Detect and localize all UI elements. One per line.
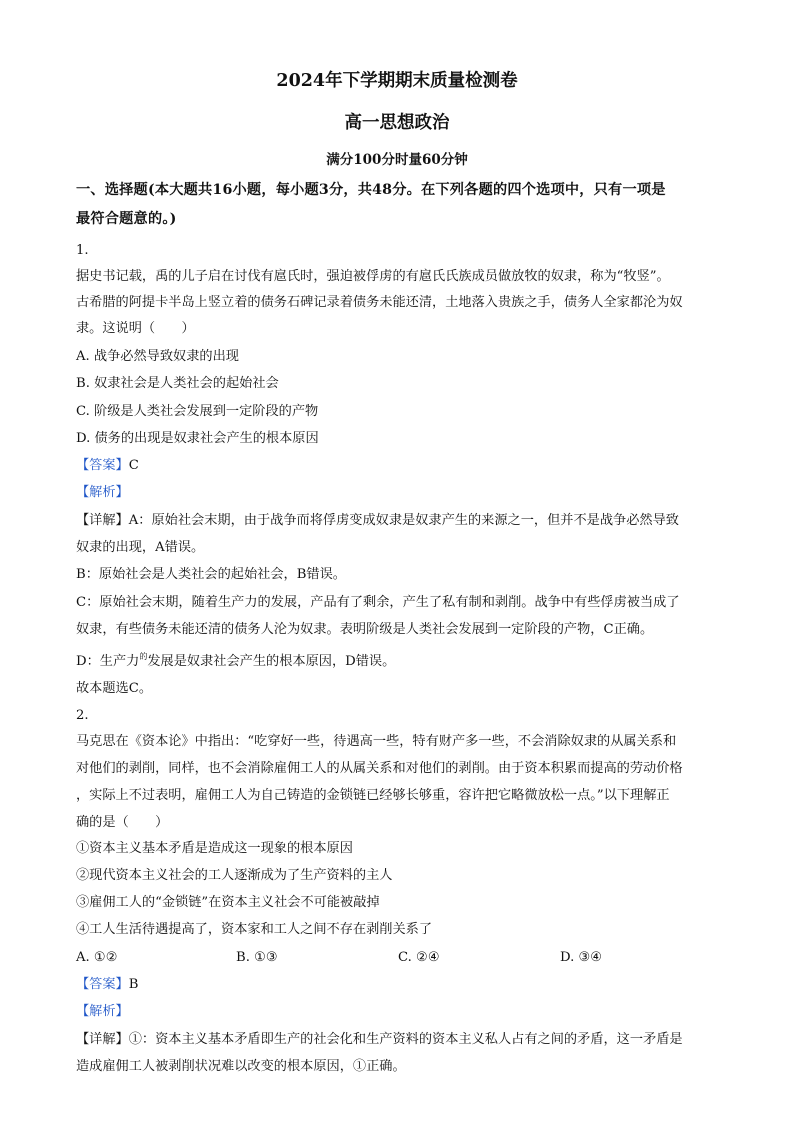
detail-text: ①：资本主义基本矛盾即生产的社会化和生产资料的资本主义私人占有之间的矛盾，这一矛盾是 <box>128 1032 683 1047</box>
q1-option-a: A. 战争必然导致奴隶的出现 <box>76 349 239 364</box>
detail-text: A：原始社会末期，由于战争而将俘虏变成奴隶是奴隶产生的来源之一，但并不是战争必然导致 <box>128 513 679 528</box>
q1-detail-line: B：原始社会是人类社会的起始社会，B错误。 <box>76 567 346 582</box>
q1-answer <box>76 457 139 475</box>
q1-option-b: B. 奴隶社会是人类社会的起始社会 <box>76 376 279 391</box>
q2-statement: ④工人生活待遇提高了，资本家和工人之间不存在剥削关系了 <box>76 922 433 937</box>
exam-title: 2024年下学期期末质量检测卷 <box>276 71 518 91</box>
detail-d-sup: 的 <box>139 652 148 661</box>
exam-subject: 高一思想政治 <box>344 113 450 133</box>
q1-detail-line: 奴隶，有些债务未能还清的债务人沦为奴隶。表明阶级是人类社会发展到一定阶段的产物，C正确。 <box>76 622 654 637</box>
q1-detail-line <box>76 512 679 530</box>
q2-detail-line <box>76 1031 683 1049</box>
detail-tag: 【详解】 <box>76 1032 129 1047</box>
answer-value: C <box>128 458 139 473</box>
q1-number: 1. <box>76 243 89 258</box>
detail-tag: 【详解】 <box>76 513 129 528</box>
q1-stem-line: 隶。这说明（ ） <box>76 321 195 336</box>
q2-statement: ①资本主义基本矛盾是造成这一现象的根本原因 <box>76 841 353 856</box>
section-heading-cont: 最符合题意的。) <box>76 211 177 227</box>
q1-analysis-tag: 【解析】 <box>76 485 129 500</box>
q1-stem-line: 古希腊的阿提卡半岛上竖立着的债务石碑记录着债务未能还清，土地落入贵族之手，债务人全家都沦为奴 <box>76 295 683 310</box>
q2-number: 2. <box>76 708 89 723</box>
q2-stem-line: 对他们的剥削，同样，也不会消除雇佣工人的从属关系和对他们的剥削。由于资本积累而提高的劳动价格 <box>76 761 683 776</box>
q2-option-d: D. ③④ <box>560 950 603 965</box>
q2-option-c: C. ②④ <box>398 950 440 965</box>
q2-statement: ②现代资本主义社会的工人逐渐成为了生产资料的主人 <box>76 868 393 883</box>
q2-option-b: B. ①③ <box>236 950 278 965</box>
q1-detail-line: C：原始社会末期，随着生产力的发展，产品有了剩余，产生了私有制和剥削。战争中有些俘虏被当成了 <box>76 595 680 610</box>
q1-stem-line: 据史书记载，禹的儿子启在讨伐有扈氏时，强迫被俘虏的有扈氏氏族成员做放牧的奴隶，称为“牧竖”。 <box>76 269 670 284</box>
q2-statement: ③雇佣工人的“金锁链”在资本主义社会不可能被敲掉 <box>76 895 380 910</box>
q1-detail-line: 奴隶的出现，A错误。 <box>76 540 205 555</box>
q2-analysis-tag: 【解析】 <box>76 1004 129 1019</box>
q1-detail-line <box>76 653 395 672</box>
q2-stem-line: 马克思在《资本论》中指出：“吃穿好一些，待遇高一些，特有财产多一些，不会消除奴隶的从属关系和 <box>76 734 677 749</box>
detail-d-suffix: 发展是奴隶社会产生的根本原因，D错误。 <box>147 654 396 669</box>
q1-conclusion: 故本题选C。 <box>76 681 153 696</box>
q2-detail-line: 造成雇佣工人被剥削状况难以改变的根本原因，①正确。 <box>76 1059 406 1074</box>
q1-option-d: D. 债务的出现是奴隶社会产生的根本原因 <box>76 431 319 446</box>
q2-stem-line: 确的是（ ） <box>76 815 169 830</box>
answer-tag: 【答案】 <box>76 458 129 473</box>
q1-option-c: C. 阶级是人类社会发展到一定阶段的产物 <box>76 404 319 419</box>
q2-stem-line: ，实际上不过表明，雇佣工人为自己铸造的金锁链已经够长够重，容许把它略微放松一点。”以下理解正 <box>76 788 670 803</box>
exam-meta: 满分100分时量60分钟 <box>326 152 468 168</box>
answer-tag: 【答案】 <box>76 977 129 992</box>
q2-answer <box>76 976 138 994</box>
answer-value: B <box>128 977 139 992</box>
q2-option-a: A. ①② <box>76 950 118 965</box>
section-heading: 一、选择题(本大题共16小题，每小题3分，共48分。在下列各题的四个选项中，只有一项是 <box>76 182 666 198</box>
detail-d-prefix: D：生产力 <box>76 654 140 669</box>
